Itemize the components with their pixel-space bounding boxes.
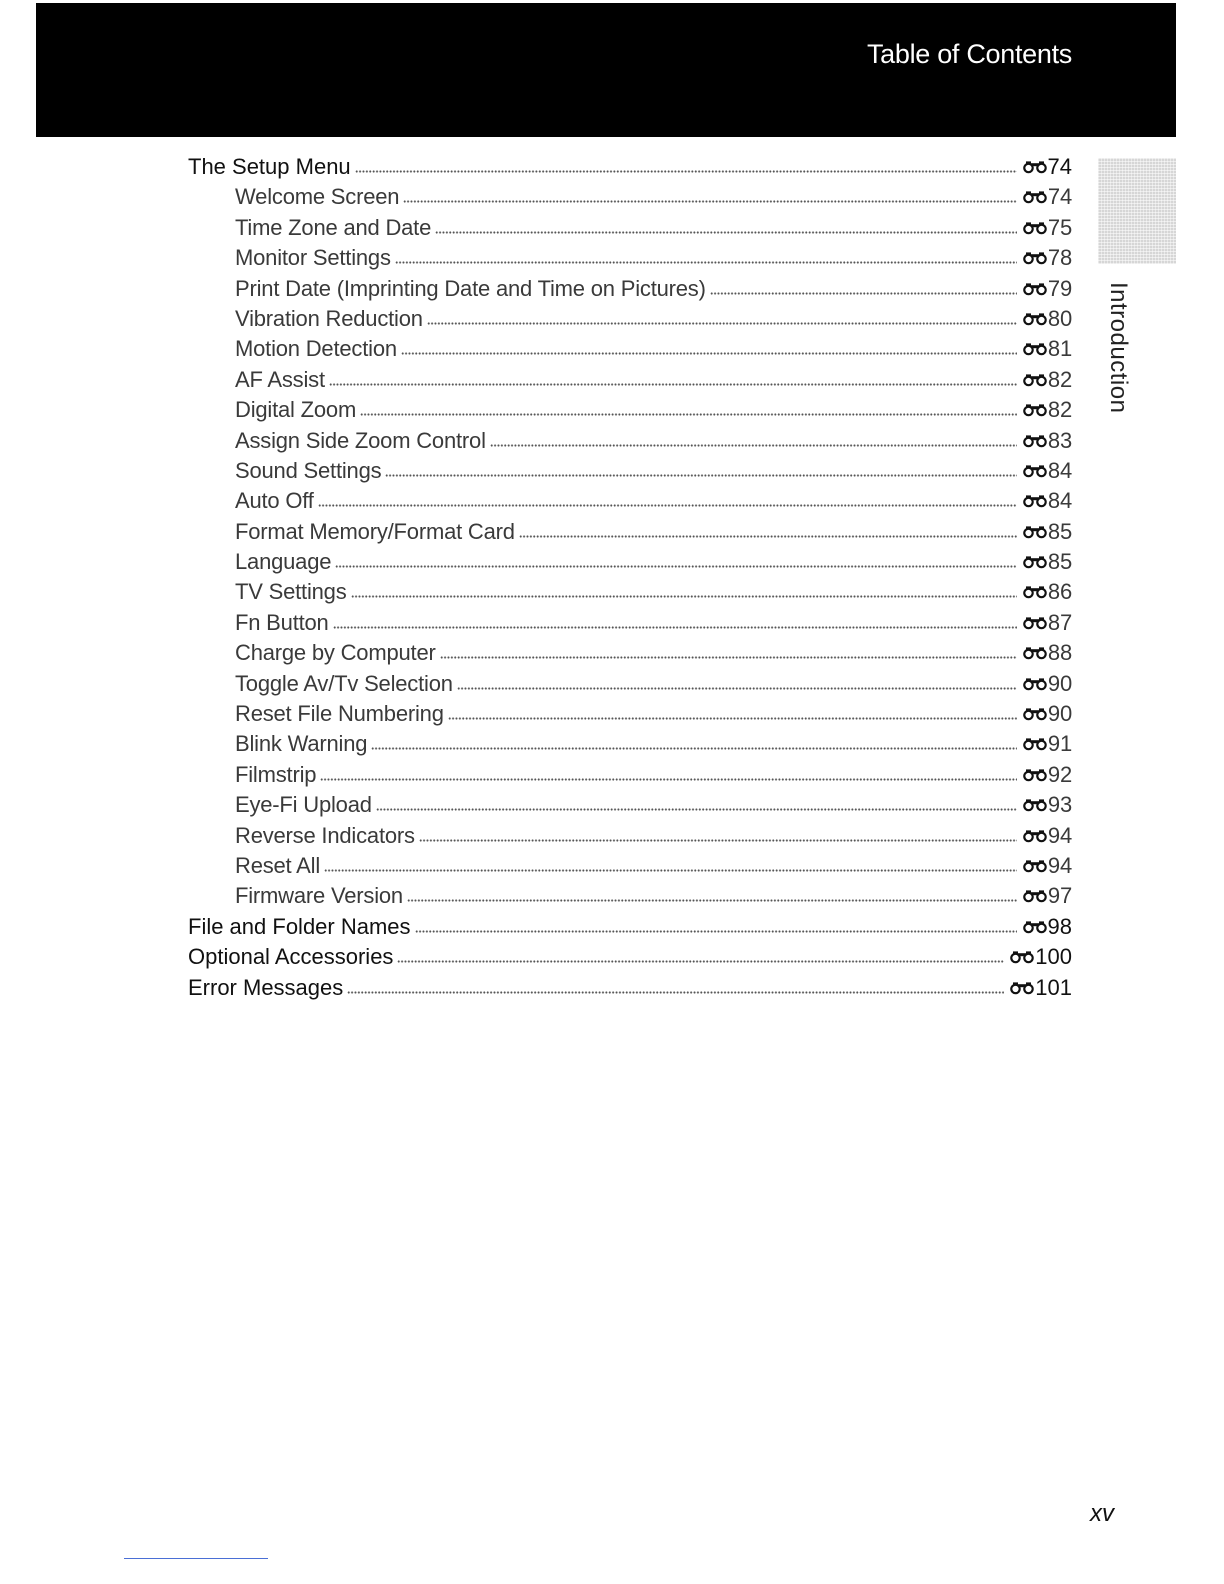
toc-entry-page — [1023, 912, 1072, 942]
leader-dots — [360, 410, 1017, 416]
toc-entry-page — [1023, 699, 1072, 729]
toc-entry-page — [1023, 274, 1072, 304]
toc-entry-label: Reset File Numbering — [235, 701, 444, 727]
section-tab-label: Introduction — [1105, 282, 1132, 414]
toc-page-number: 85 — [1047, 518, 1072, 544]
reference-section-icon — [1023, 340, 1047, 356]
toc-entry-page — [1023, 304, 1072, 334]
toc-entry-label: Firmware Version — [235, 883, 403, 909]
toc-entry-label: Print Date (Imprinting Date and Time on Pictures) — [235, 275, 706, 301]
reference-section-icon — [1023, 857, 1047, 873]
toc-entry-label: Welcome Screen — [235, 184, 400, 210]
leader-dots — [395, 258, 1017, 264]
toc-entry[interactable] — [188, 821, 1072, 851]
toc-entry-label: Format Memory/Format Card — [235, 518, 515, 544]
toc-entry-page — [1023, 243, 1072, 273]
leader-dots — [401, 349, 1017, 355]
leader-dots — [355, 167, 1017, 173]
toc-page-number: 82 — [1047, 397, 1072, 423]
toc-entry-page — [1023, 182, 1072, 212]
toc-entry-page — [1023, 152, 1072, 182]
reference-section-icon — [1023, 188, 1047, 204]
toc-entry[interactable] — [188, 790, 1072, 820]
leader-dots — [407, 896, 1017, 902]
toc-entry-page — [1023, 517, 1072, 547]
header-bar — [36, 3, 1176, 137]
leader-dots — [347, 988, 1004, 994]
toc-entry[interactable] — [188, 395, 1072, 425]
leader-dots — [710, 289, 1017, 295]
reference-section-icon — [1023, 583, 1047, 599]
toc-entry-page — [1023, 395, 1072, 425]
toc-entry-label: TV Settings — [235, 579, 347, 605]
toc-entry[interactable] — [188, 760, 1072, 790]
toc-page-number: 97 — [1047, 883, 1072, 909]
toc-entry-page — [1023, 426, 1072, 456]
toc-entry[interactable] — [188, 243, 1072, 273]
leader-dots — [385, 471, 1017, 477]
toc-entry[interactable] — [188, 486, 1072, 516]
leader-dots — [490, 441, 1017, 447]
reference-section-icon — [1010, 948, 1034, 964]
reference-section-icon — [1023, 371, 1047, 387]
toc-entry[interactable] — [188, 699, 1072, 729]
toc-entry-page — [1023, 881, 1072, 911]
reference-section-icon — [1023, 219, 1047, 235]
leader-dots — [448, 714, 1017, 720]
leader-dots — [329, 380, 1017, 386]
toc-entry-page — [1023, 608, 1072, 638]
toc-entry-page — [1023, 334, 1072, 364]
reference-section-icon — [1023, 310, 1047, 326]
toc-page-number: 87 — [1047, 609, 1072, 635]
toc-entry-label: File and Folder Names — [188, 913, 411, 939]
reference-section-icon — [1023, 614, 1047, 630]
leader-dots — [403, 197, 1017, 203]
reference-section-icon — [1023, 918, 1047, 934]
toc-page-number: 93 — [1047, 792, 1072, 818]
toc-entry-page — [1023, 669, 1072, 699]
leader-dots — [318, 501, 1017, 507]
reference-section-icon — [1023, 249, 1047, 265]
reference-section-icon — [1023, 735, 1047, 751]
leader-dots — [320, 775, 1017, 781]
toc-entry-label: The Setup Menu — [188, 154, 351, 179]
toc-entry[interactable] — [188, 577, 1072, 607]
toc-entry-page — [1023, 790, 1072, 820]
toc-entry-label: Reverse Indicators — [235, 822, 415, 848]
reference-section-icon — [1023, 462, 1047, 478]
toc-entry[interactable] — [188, 973, 1072, 1003]
reference-section-icon — [1023, 675, 1047, 691]
reference-section-icon — [1023, 401, 1047, 417]
leader-dots — [335, 562, 1017, 568]
toc-entry-label: Blink Warning — [235, 731, 368, 757]
reference-section-icon — [1023, 796, 1047, 812]
toc-entry-page — [1023, 760, 1072, 790]
table-of-contents — [188, 152, 1072, 1003]
toc-page-number: 90 — [1047, 670, 1072, 696]
toc-page-number: 83 — [1047, 427, 1072, 453]
toc-entry-label: Filmstrip — [235, 761, 317, 787]
leader-dots — [324, 866, 1017, 872]
toc-page-number: 92 — [1047, 761, 1072, 787]
toc-entry-label: Motion Detection — [235, 336, 397, 362]
toc-page-number: 81 — [1047, 336, 1072, 362]
leader-dots — [376, 805, 1017, 811]
toc-page-number: 100 — [1035, 944, 1072, 970]
toc-page-number: 101 — [1035, 974, 1072, 1000]
toc-page-number: 84 — [1047, 488, 1072, 514]
toc-entry-page — [1023, 365, 1072, 395]
page-title: Table of Contents — [866, 39, 1072, 69]
toc-entry[interactable] — [188, 942, 1072, 972]
toc-entry-page — [1023, 547, 1072, 577]
toc-entry-page — [1010, 973, 1072, 1003]
leader-dots — [415, 927, 1017, 933]
toc-entry-label: Optional Accessories — [188, 944, 394, 970]
toc-entry-label: Monitor Settings — [235, 245, 391, 271]
reference-section-icon — [1023, 523, 1047, 539]
reference-section-icon — [1023, 280, 1047, 296]
leader-dots — [397, 957, 1004, 963]
toc-entry[interactable] — [188, 304, 1072, 334]
toc-entry-page — [1023, 577, 1072, 607]
leader-dots — [419, 836, 1017, 842]
toc-entry-page — [1023, 638, 1072, 668]
toc-page-number: 94 — [1047, 822, 1072, 848]
toc-entry-label: Toggle Av/Tv Selection — [235, 670, 453, 696]
toc-entry[interactable] — [188, 517, 1072, 547]
footer-page-number: xv — [1090, 1500, 1114, 1527]
reference-section-icon — [1023, 766, 1047, 782]
toc-page-number: 80 — [1047, 305, 1072, 331]
toc-entry-page — [1023, 486, 1072, 516]
toc-entry-label: Time Zone and Date — [235, 214, 432, 240]
toc-page-number: 85 — [1047, 549, 1072, 575]
reference-section-icon — [1023, 158, 1047, 174]
toc-entry-page — [1023, 456, 1072, 486]
toc-entry[interactable] — [188, 213, 1072, 243]
toc-entry-page — [1023, 821, 1072, 851]
toc-entry-page — [1023, 851, 1072, 881]
toc-entry[interactable] — [188, 334, 1072, 364]
toc-entry-label: AF Assist — [235, 366, 325, 392]
toc-entry-page — [1010, 942, 1072, 972]
reference-section-icon — [1023, 432, 1047, 448]
toc-entry-label: Assign Side Zoom Control — [235, 427, 486, 453]
toc-page-number: 75 — [1047, 214, 1072, 240]
toc-entry-label: Auto Off — [235, 488, 314, 514]
toc-page-number: 90 — [1047, 701, 1072, 727]
toc-entry[interactable] — [188, 182, 1072, 212]
toc-entry-label: Charge by Computer — [235, 640, 436, 666]
reference-section-icon — [1023, 644, 1047, 660]
toc-entry[interactable] — [188, 912, 1072, 942]
toc-entry[interactable] — [188, 881, 1072, 911]
toc-page-number: 94 — [1047, 852, 1072, 878]
toc-entry[interactable] — [188, 547, 1072, 577]
reference-section-icon — [1010, 979, 1034, 995]
leader-dots — [351, 592, 1017, 598]
toc-page-number: 86 — [1047, 579, 1072, 605]
leader-dots — [371, 744, 1017, 750]
leader-dots — [440, 653, 1017, 659]
toc-entry-label: Language — [235, 549, 332, 575]
toc-entry-label: Digital Zoom — [235, 397, 357, 423]
leader-dots — [519, 532, 1017, 538]
reference-section-icon — [1023, 827, 1047, 843]
toc-entry-label: Sound Settings — [235, 457, 382, 483]
toc-page-number: 74 — [1047, 184, 1072, 210]
section-tab[interactable] — [1098, 158, 1176, 264]
toc-page-number: 78 — [1047, 245, 1072, 271]
toc-entry-label: Vibration Reduction — [235, 305, 423, 331]
toc-entry[interactable] — [188, 669, 1072, 699]
toc-entry[interactable] — [188, 608, 1072, 638]
leader-dots — [333, 623, 1017, 629]
leader-dots — [457, 684, 1017, 690]
toc-entry-label: Fn Button — [235, 609, 329, 635]
toc-entry[interactable] — [188, 729, 1072, 759]
toc-entry-page — [1023, 213, 1072, 243]
toc-entry[interactable] — [188, 365, 1072, 395]
toc-page-number: 98 — [1047, 913, 1072, 939]
toc-entry[interactable] — [188, 851, 1072, 881]
toc-page-number: 74 — [1047, 154, 1072, 179]
toc-page-number: 91 — [1047, 731, 1072, 757]
toc-entry-label: Reset All — [235, 852, 321, 878]
toc-entry-page — [1023, 729, 1072, 759]
reference-section-icon — [1023, 887, 1047, 903]
toc-entry-label: Error Messages — [188, 974, 344, 1000]
toc-entry[interactable] — [188, 274, 1072, 304]
toc-page-number: 82 — [1047, 366, 1072, 392]
footer-divider — [124, 1558, 268, 1559]
toc-entry[interactable] — [188, 638, 1072, 668]
toc-entry[interactable] — [188, 426, 1072, 456]
reference-section-icon — [1023, 492, 1047, 508]
toc-entry[interactable] — [188, 456, 1072, 486]
toc-entry-label: Eye-Fi Upload — [235, 792, 372, 818]
toc-page-number: 79 — [1047, 275, 1072, 301]
reference-section-icon — [1023, 553, 1047, 569]
toc-page-number: 88 — [1047, 640, 1072, 666]
toc-entry[interactable] — [188, 152, 1072, 182]
leader-dots — [427, 319, 1017, 325]
reference-section-icon — [1023, 705, 1047, 721]
toc-page-number: 84 — [1047, 457, 1072, 483]
leader-dots — [435, 228, 1017, 234]
